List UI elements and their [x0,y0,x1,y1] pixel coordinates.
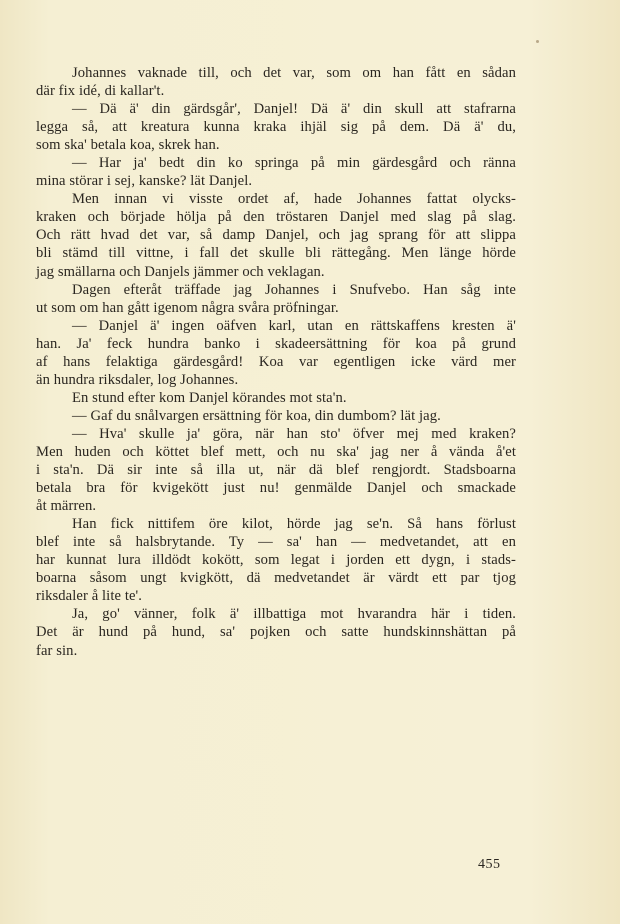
page-number: 455 [478,857,501,872]
text-line: kraken och började hölja på den tröstaren Danjel med slag på slag. [36,209,516,226]
text-line: han. Ja' feck hundra banko i skadeersättning för koa på grund [36,335,516,352]
paragraph [36,389,516,407]
text-line: Johannes vaknade till, och det var, som om han fått en sådan [72,65,516,81]
paragraph [36,64,516,100]
text-line: — Gaf du snålvargen ersättning för koa, din dumbom? lät jag. [72,407,441,424]
text-line: betala bra för kvigekött just nu! genmälde Danjel och smackade [36,480,516,497]
text-line: i sta'n. Dä sir inte så illa ut, när dä blef rengjordt. Stadsboarna [36,462,516,479]
text-line: Och rätt hvad det var, så damp Danjel, och jag sprang för att slippa [36,227,516,244]
text-line: åt märren. [36,498,97,515]
text-line: ut som om han gått igenom några svåra pröfningar. [36,299,339,316]
text-line: Dagen efteråt träffade jag Johannes i Snufvebo. Han såg inte [72,281,516,298]
paragraph [36,100,516,154]
text-line: — Har ja' bedt din ko springa på min gärdesgård och ränna [72,155,516,172]
text-line: jag smällarna och Danjels jämmer och veklagan. [36,263,325,280]
text-line: boarna såsom ungt kvigkött, dä medvetandet är värdt ett par tjog [36,570,516,587]
text-line: där fix idé, di kallar't. [36,83,165,100]
text-line: legga så, att kreatura kunna kraka ihjäl sig på dem. Dä ä' du, [36,119,516,136]
text-line: — Danjel ä' ingen oäfven karl, utan en rättskaffens kresten ä' [72,317,516,334]
body-text [36,64,516,660]
text-line: far sin. [36,642,78,659]
text-line: Det är hund på hund, sa' pojken och satte hundskinnshättan på [36,624,516,641]
text-line: Ja, go' vänner, folk ä' illbattiga mot hvarandra här i tiden. [72,606,516,623]
paragraph [36,425,516,515]
paragraph [36,407,516,425]
text-line: bli stämd till vittne, i fall det skulle bli rättegång. Men länge hörde [36,245,516,262]
paragraph [36,190,516,280]
text-line: som ska' betala koa, skrek han. [36,137,220,154]
paragraph [36,317,516,389]
text-line: Men huden och köttet blef mett, och nu ska' jag ner å vända å'et [36,443,516,460]
text-line: Men innan vi visste ordet af, hade Johannes fattat olycks- [72,191,516,208]
text-line: än hundra riksdaler, log Johannes. [36,371,239,388]
text-line: riksdaler å lite te'. [36,588,143,605]
paragraph [36,154,516,190]
text-line: mina störar i sej, kanske? lät Danjel. [36,173,253,190]
text-line: — Dä ä' din gärdsgår', Danjel! Dä ä' din skull att stafrarna [72,101,516,118]
text-line: En stund efter kom Danjel körandes mot sta'n. [72,389,347,406]
text-line: — Hva' skulle ja' göra, när han sto' öfver mej med kraken? [72,425,516,442]
paragraph [36,605,516,659]
text-line: blef inte så halsbrytande. Ty — sa' han — medvetandet, att en [36,534,516,551]
paragraph [36,515,516,605]
text-line: af hans felaktiga gärdesgård! Koa var egentligen icke värd mer [36,353,516,370]
paragraph [36,281,516,317]
text-line: har kunnat lura illdödt kokött, som legat i jorden ett dygn, i stads- [36,552,516,569]
paper-speck [536,40,539,43]
text-line: Han fick nittifem öre kilot, hörde jag se'n. Så hans förlust [72,516,516,533]
